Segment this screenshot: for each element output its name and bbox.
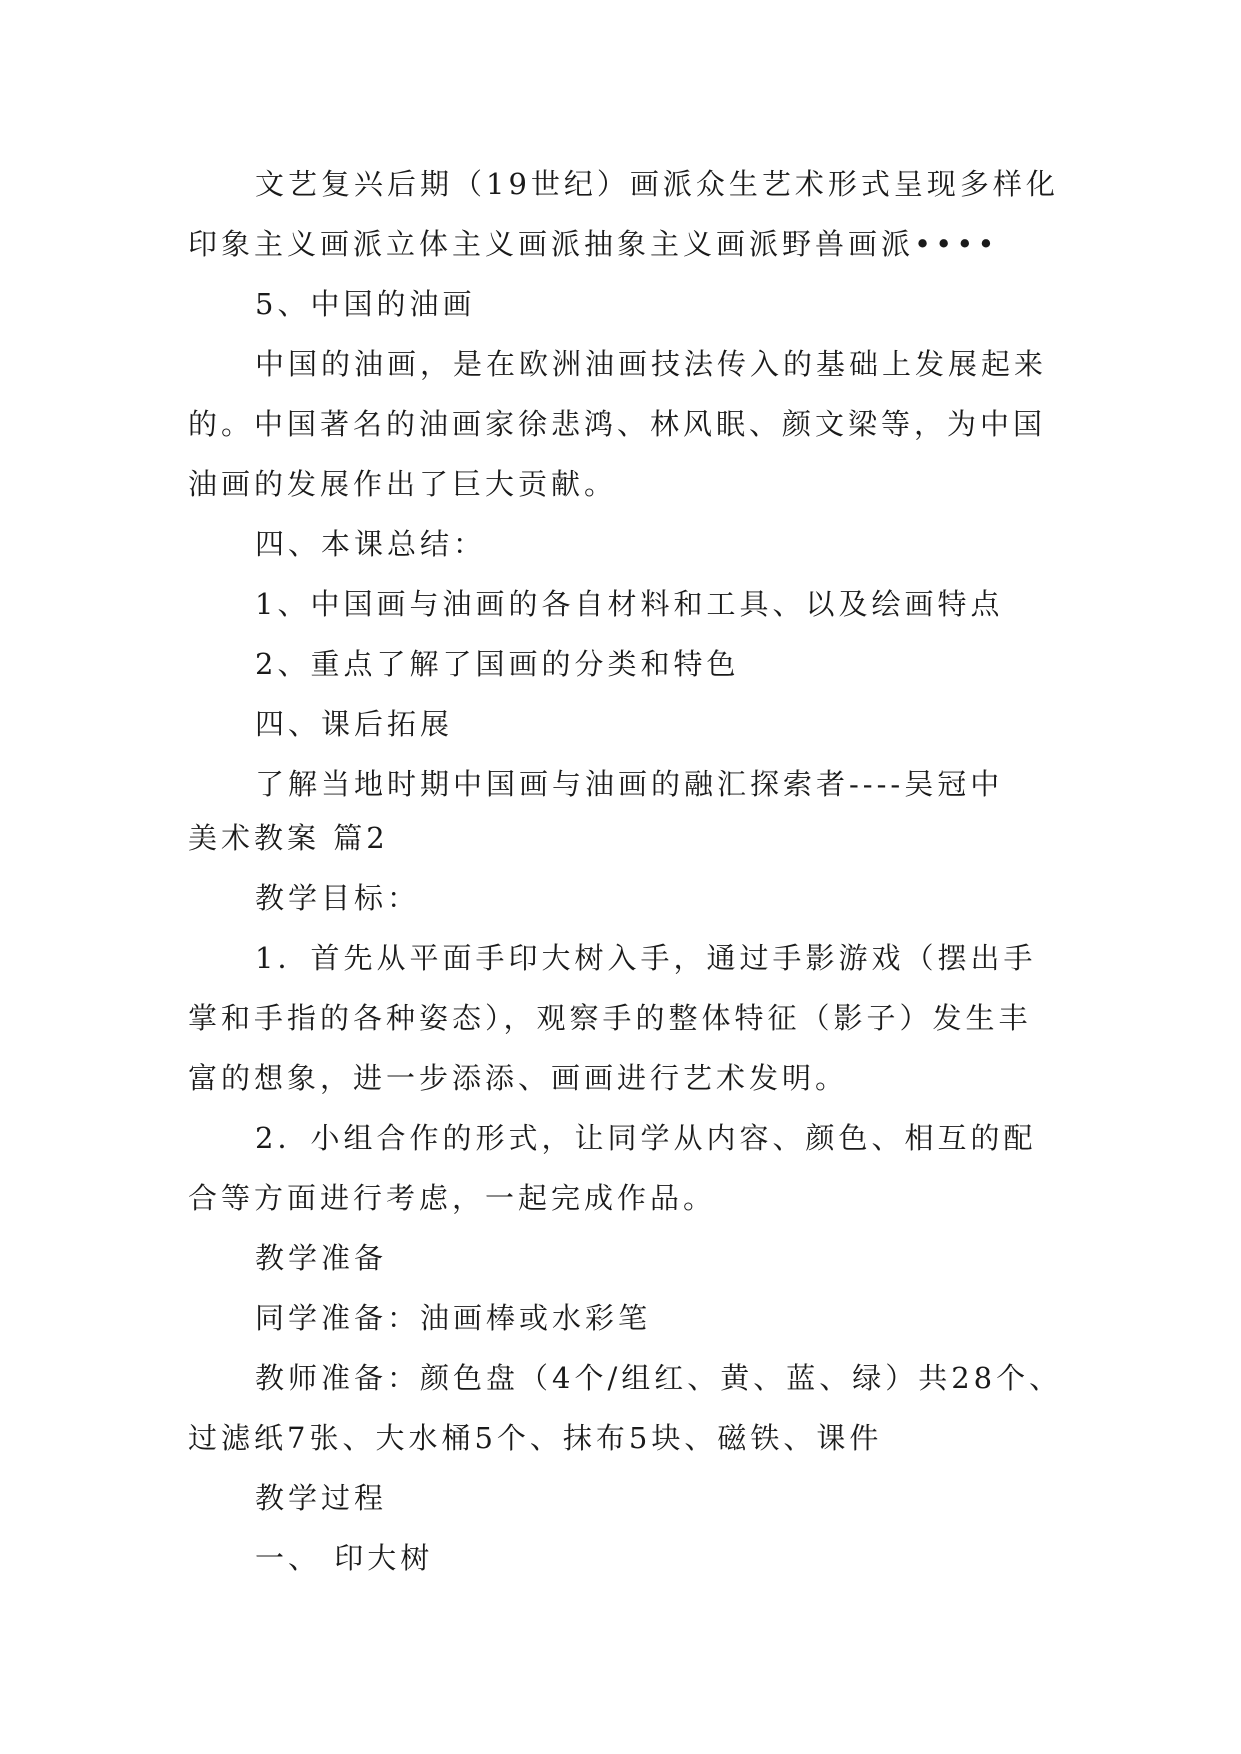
paragraph-line: 油画的发展作出了巨大贡献。: [188, 467, 618, 501]
section-heading: 四、课后拓展: [255, 707, 454, 741]
article-title: 美术教案 篇2: [188, 821, 389, 855]
paragraph-line: 了解当地时期中国画与油画的融汇探索者----吴冠中: [255, 767, 1004, 801]
section-heading: 教学过程: [255, 1481, 388, 1515]
list-item: 1、中国画与油画的各自材料和工具、以及绘画特点: [255, 587, 1004, 621]
paragraph-line: 印象主义画派立体主义画派抽象主义画派野兽画派••••: [188, 227, 999, 261]
paragraph-line: 中国的油画，是在欧洲油画技法传入的基础上发展起来: [255, 347, 1048, 381]
section-heading: 教学准备: [255, 1241, 388, 1275]
paragraph-line: 掌和手指的各种姿态），观察手的整体特征（影子）发生丰: [188, 1001, 1032, 1035]
section-heading: 5、中国的油画: [255, 287, 476, 321]
paragraph-line: 同学准备：油画棒或水彩笔: [255, 1301, 652, 1335]
list-item: 1．首先从平面手印大树入手，通过手影游戏（摆出手: [255, 941, 1037, 975]
section-heading: 四、本课总结：: [255, 527, 487, 561]
paragraph-line: 的。中国著名的油画家徐悲鸿、林风眠、颜文梁等，为中国: [188, 407, 1047, 441]
paragraph-line: 合等方面进行考虑，一起完成作品。: [188, 1181, 717, 1215]
paragraph-line: 教师准备：颜色盘（4个/组红、黄、蓝、绿）共28个、: [255, 1361, 1063, 1395]
section-heading: 教学目标：: [255, 881, 421, 915]
list-item: 2．小组合作的形式，让同学从内容、颜色、相互的配: [255, 1121, 1037, 1155]
section-heading: 一、 印大树: [255, 1541, 434, 1575]
paragraph-line: 富的想象，进一步添添、画画进行艺术发明。: [188, 1061, 849, 1095]
paragraph-line: 文艺复兴后期（19世纪）画派众生艺术形式呈现多样化: [255, 167, 1059, 201]
list-item: 2、重点了解了国画的分类和特色: [255, 647, 740, 681]
paragraph-line: 过滤纸7张、大水桶5个、抹布5块、磁铁、课件: [188, 1421, 883, 1455]
